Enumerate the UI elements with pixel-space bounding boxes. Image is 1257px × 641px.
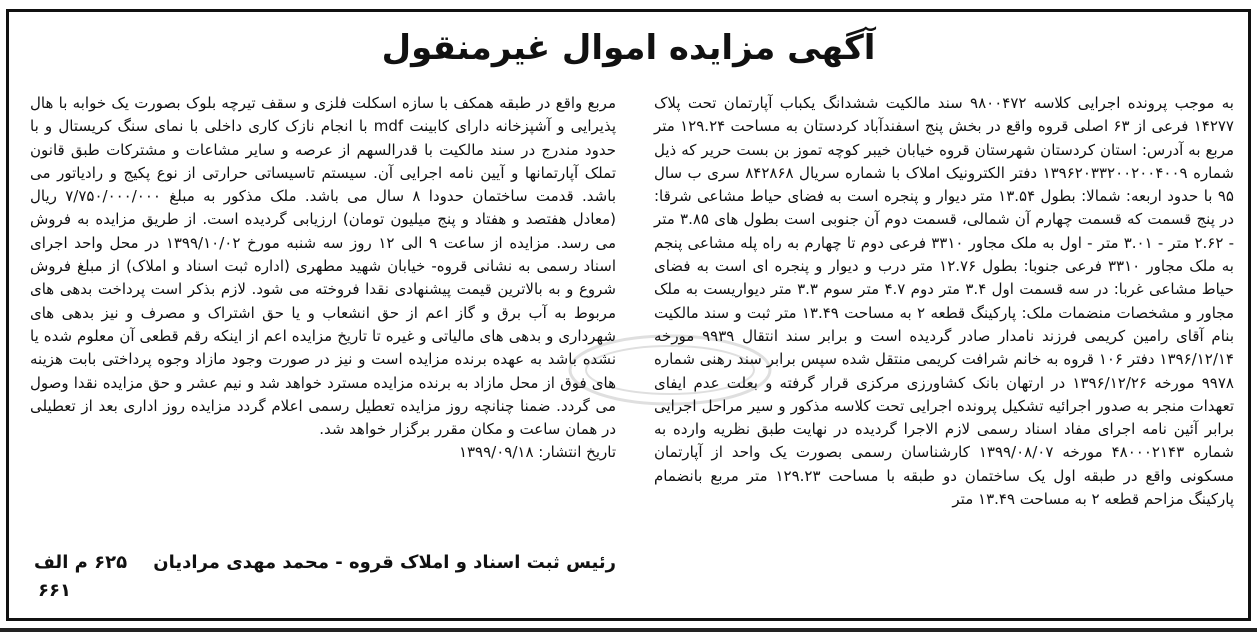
notice-body-right-column <box>654 92 1234 511</box>
reference-code: ۶۲۵ م الف <box>34 552 128 573</box>
signatory: رئیس ثبت اسناد و املاک قروه - محمد مهدی مرادیان <box>153 552 616 573</box>
right-column-text: به موجب پرونده اجرایی کلاسه ۹۸۰۰۴۷۲ سند مالکیت ششدانگ یکباب آپارتمان تحت پلاک ۱۴۲۷۷ فرعی از ۶۳ اصلی قروه واقع در بخش پنج اسفندآباد کردستان به مساحت ۱۲۹.۲۴ متر مربع به آدرس: استان کردستان شهرستان قروه خیابان خیبر کوچه تموز بن بست حریر که ذیل شماره ۱۳۹۶۲۰۳۳۲۰۰۲۰۰۴۰۰۹ دفتر الکترونیک املاک با شماره سریال ۸۴۲۸۶۸ سری ب سال ۹۵ با حدود اربعه: شمالا: بطول ۱۳.۵۴ متر دیوار و پنجره است به فضای حیاط مشاعی شرقا: در پنج قسمت که قسمت چهارم آن شمالی، قسمت دوم آن جنوبی است بطول های ۳.۸۵ متر - ۲.۶۲ متر - ۳.۰۱ متر - اول به ملک مجاور ۳۳۱۰ فرعی دوم تا چهارم به راه پله مشاعی پنجم به ملک مجاور ۳۳۱۰ فرعی جنوبا: بطول ۱۲.۷۶ متر درب و دیوار و پنجره ای است به فضای حیاط مشاعی غربا: در سه قسمت اول ۳.۴ متر دوم ۴.۷ متر سوم ۳.۳ متر دیواریست به ملک مجاور و مشخصات منضمات ملک: پارکینگ قطعه ۲ به مساحت ۱۳.۴۹ متر ثبت و سند مالکیت بنام آقای رامین کریمی فرزند نامدار صادر گردیده است و برابر سند انتقال ۹۹۳۹ مورخه ۱۳۹۶/۱۲/۱۴ دفتر ۱۰۶ قروه به خانم شرافت کریمی منتقل شده سپس برابر سند رهنی شماره ۹۹۷۸ مورخه ۱۳۹۶/۱۲/۲۶ در ارتهان بانک کشاورزی مرکزی قرار گرفته و بعلت عدم ایفای تعهدات منجر به صدور اجرائیه تشکیل پرونده اجرایی تحت کلاسه مذکور و سیر مراحل اجرایی برابر آئین نامه اجرای مفاد اسناد رسمی لازم الاجرا گردیده در نهایت طبق نظریه وارده به شماره ۴۸۰۰۰۲۱۴۳ مورخه ۱۳۹۹/۰۸/۰۷ کارشناسان رسمی بصورت یک واحد از آپارتمان مسکونی واقع در طبقه اول یک ساختمان دو طبقه با مساحت ۱۲۹.۲۳ متر مربع بانضمام پارکینگ مزاحم قطعه ۲ به مساحت ۱۳.۴۹ متر <box>654 94 1234 509</box>
notice-body-left-column <box>30 92 616 465</box>
left-column-text: مربع واقع در طبقه همکف با سازه اسکلت فلزی و سقف تیرچه بلوک بصورت یک خوابه با هال پذیرایی و آشپزخانه دارای کابینت mdf با انجام نازک کاری داخلی با نمای سنگ کریستال و با حدود مندرج در سند مالکیت با قدرالسهم از عرصه و سایر مشاعات و مشترکات طبق قانون تملک آپارتمانها و آیین نامه اجرایی آن. سیستم تاسیساتی حرارتی از نوع پکیج و رادیاتور می باشد. قدمت ساختمان حدودا ۸ سال می باشد. ملک مذکور به مبلغ ۷/۷۵۰/۰۰۰/۰۰۰ ریال (معادل هفتصد و هفتاد و پنج میلیون تومان) ارزیابی گردیده است. از طریق مزایده به فروش می رسد. مزایده از ساعت ۹ الی ۱۲ روز سه شنبه مورخ ۱۳۹۹/۱۰/۰۲ در محل واحد اجرای اسناد رسمی به نشانی قروه- خیابان شهید مطهری (اداره ثبت اسناد و املاک) از مبلغ فروش شروع و به بالاترین قیمت پیشنهادی نقدا فروخته می شود. لازم بذکر است پرداخت بدهی های مربوط به آب برق و گاز اعم از حق انشعاب و یا حق اشتراک و مصرف و نیز بدهی های شهرداری و بدهی های مالیاتی و غیره تا تاریخ مزایده اعم از اینکه رقم قطعی آن معلوم شده یا نشده باشد به عهده برنده مزایده است و نیز در صورت وجود مازاد وجوه پرداختی بابت هزینه های فوق از محل مازاد به برنده مزایده مسترد خواهد شد و نیم عشر و حق مزایده نقدا وصول می گردد. ضمنا چنانچه روز مزایده تعطیل رسمی اعلام گردد مزایده روز اداری بعد از تعطیلی در همان ساعت و مکان مقرر برگزار خواهد شد. <box>30 94 617 439</box>
reference-number: ۶۶۱ <box>38 580 71 601</box>
bottom-divider <box>0 628 1257 632</box>
notice-title: آگهی مزایده اموال غیرمنقول <box>381 28 876 68</box>
publish-date: تاریخ انتشار: ۱۳۹۹/۰۹/۱۸ <box>458 443 616 462</box>
signature-row <box>34 552 616 576</box>
